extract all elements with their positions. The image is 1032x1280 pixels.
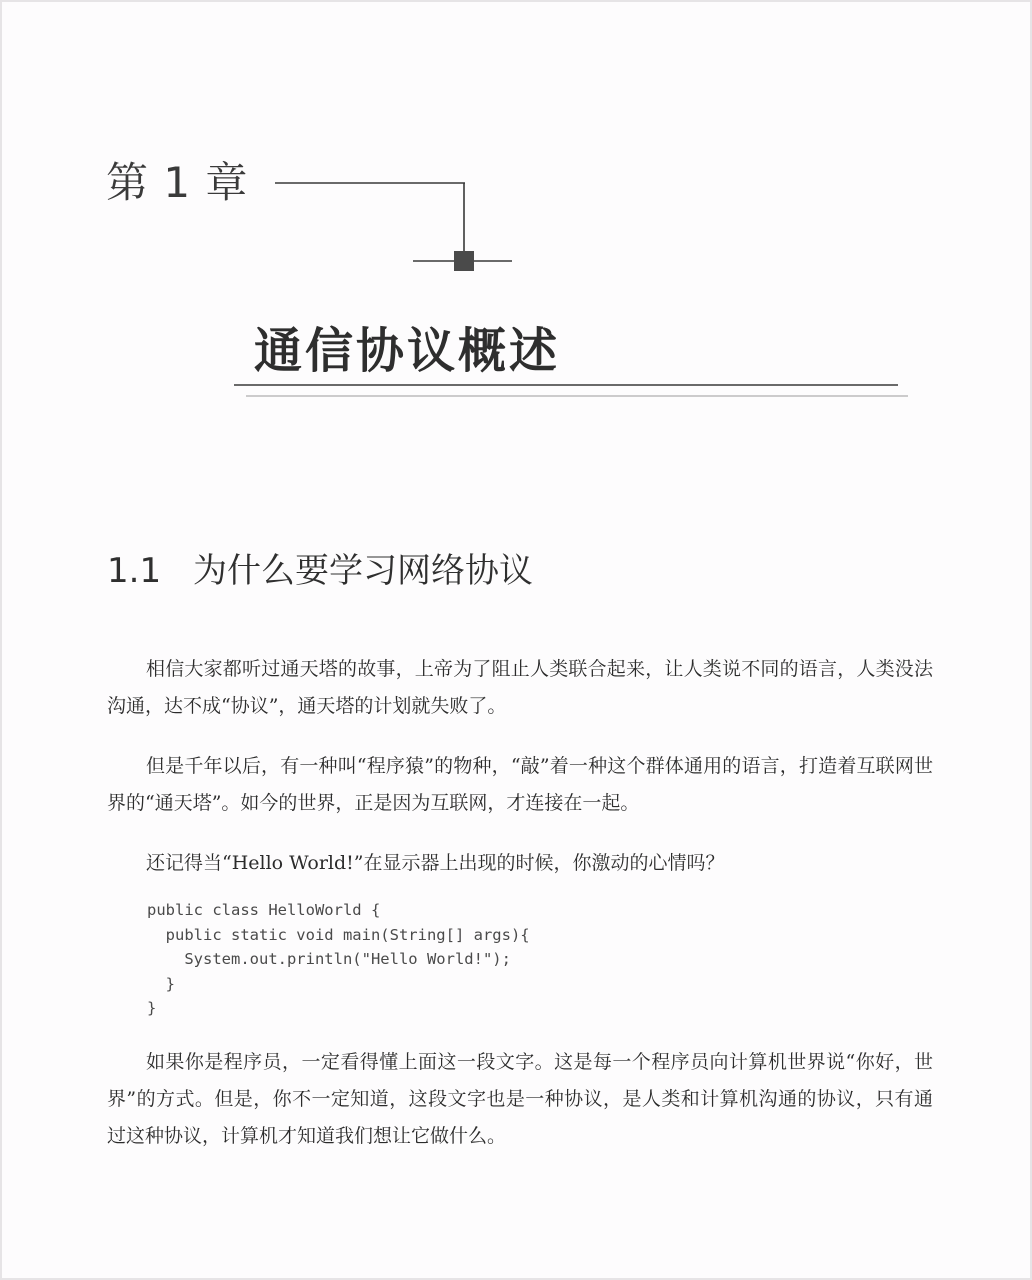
title-rule bbox=[230, 380, 920, 402]
code-line: public static void main(String[] args){ bbox=[147, 925, 530, 944]
paragraph-2: 但是千年以后，有一种叫“程序猿”的物种，“敲”着一种这个群体通用的语言，打造着互联网世界的“通天塔”。如今的世界，正是因为互联网，才连接在一起。 bbox=[107, 755, 933, 814]
paragraph-3: 还记得当“Hello World!”在显示器上出现的时候，你激动的心情吗？ bbox=[146, 852, 725, 874]
chapter-ornament bbox=[270, 175, 520, 275]
code-line: } bbox=[147, 974, 175, 993]
chapter-title: 通信协议概述 bbox=[254, 323, 561, 379]
paragraph-4: 如果你是程序员，一定看得懂上面这一段文字。这是每一个程序员向计算机世界说“你好，世界”的方式。但是，你不一定知道，这段文字也是一种协议，是人类和计算机沟通的协议，只有通过这种协议，计算机才知道我们想让它做什么。 bbox=[107, 1051, 933, 1147]
section-heading bbox=[107, 543, 533, 592]
section-number: 1.1 bbox=[107, 551, 162, 591]
paragraph-1: 相信大家都听过通天塔的故事，上帝为了阻止人类联合起来，让人类说不同的语言，人类没法沟通，达不成“协议”，通天塔的计划就失败了。 bbox=[107, 658, 933, 717]
code-line: } bbox=[147, 999, 157, 1017]
code-block bbox=[147, 898, 530, 1021]
code-line: public class HelloWorld { bbox=[147, 901, 381, 919]
section-title: 为什么要学习网络协议 bbox=[193, 551, 533, 591]
code-line: System.out.println("Hello World!"); bbox=[147, 950, 511, 968]
chapter-label: 第 1 章 bbox=[106, 158, 249, 207]
